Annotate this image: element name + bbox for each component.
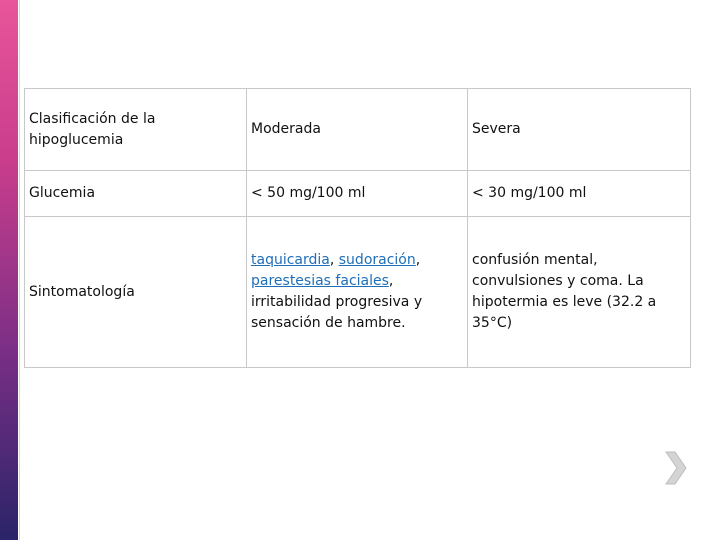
header-classification: Clasificación de la hipoglucemia (25, 89, 247, 171)
link-sudoracion[interactable]: sudoración (338, 252, 416, 268)
table-row (25, 217, 691, 368)
row-label-sintomatologia: Sintomatología (25, 217, 247, 368)
symptoms-moderada-rest: , irritabilidad progresiva y sensación de hambre. (251, 273, 423, 331)
sintomatologia-severa-value: confusión mental, convulsiones y coma. La hipotermia es leve (32.2 a 35°C) (468, 217, 691, 368)
table-row (25, 171, 691, 217)
header-moderada: Moderada (247, 89, 468, 171)
row-label-glucemia: Glucemia (25, 171, 247, 217)
chevron-right-icon[interactable] (660, 448, 690, 488)
glucemia-severa-value: < 30 mg/100 ml (468, 171, 691, 217)
separator: , (329, 252, 339, 268)
link-taquicardia[interactable]: taquicardia (251, 252, 330, 268)
link-parestesias-faciales[interactable]: parestesias faciales (251, 273, 389, 289)
separator: , (415, 252, 421, 268)
table-row (25, 89, 691, 171)
left-accent-bar (0, 0, 18, 540)
header-severa: Severa (468, 89, 691, 171)
sintomatologia-moderada-cell (247, 217, 468, 368)
hypoglycemia-classification-table (24, 88, 691, 368)
glucemia-moderada-value: < 50 mg/100 ml (247, 171, 468, 217)
